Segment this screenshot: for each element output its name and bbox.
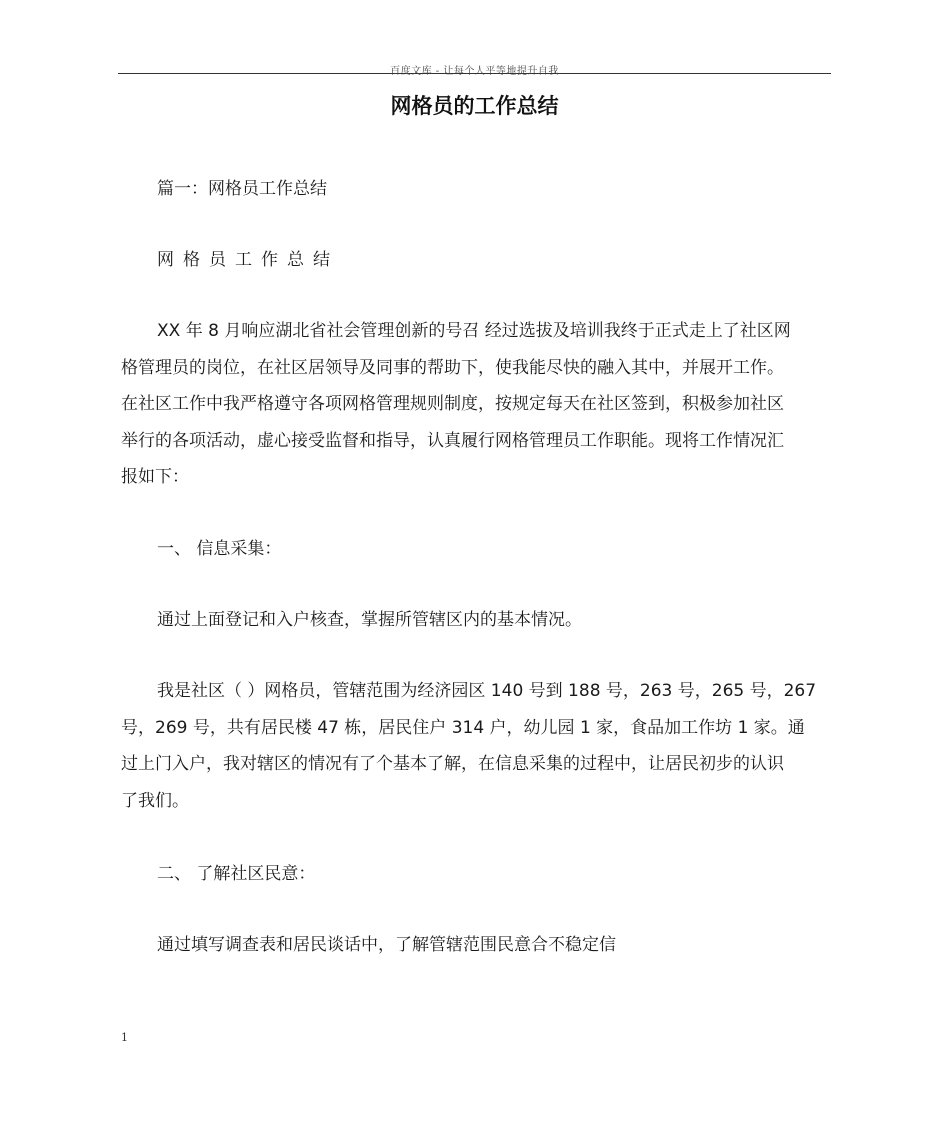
page-number: 1 [121,1031,128,1044]
text-line: 在社区工作中我严格遵守各项网格管理规则制度，按规定每天在社区签到，积极参加社区 [121,394,784,415]
section-one-heading: 篇一：网格员工作总结 [157,179,327,199]
item-one-summary: 通过上面登记和入户核查，掌握所管辖区内的基本情况。 [157,610,582,630]
text-line: 格管理员的岗位，在社区居领导及同事的帮助下，使我能尽快的融入其中，并展开工作。 [121,357,784,378]
text-line: 过上门入户，我对辖区的情况有了个基本了解，在信息采集的过程中，让居民初步的认识 [121,754,784,775]
page-header [118,59,831,77]
text-line: 号，269 号，共有居民楼 47 栋，居民住户 314 户，幼儿园 1 家，食品加工作坊 1 家。通 [121,717,805,738]
item-one-detail-paragraph [121,673,833,819]
item-two-heading: 二、 了解社区民意： [157,864,316,884]
text-line: 我是社区（ ）网格员，管辖范围为经济园区 140 号到 188 号，263 号，265 号，267 [157,681,817,701]
item-one-heading: 一、 信息采集： [157,539,282,559]
text-line: 举行的各项活动，虚心接受监督和指导，认真履行网格管理员工作职能。现将工作情况汇 [121,430,784,451]
intro-paragraph [121,313,833,496]
document-title: 网格员的工作总结 [390,94,559,118]
text-line: 报如下： [121,467,189,488]
document-subtitle: 网格员工作总结 [157,250,339,270]
text-line: XX 年 8 月响应湖北省社会管理创新的号召 经过选拔及培训我终于正式走上了社区网 [157,321,791,341]
text-line: 了我们。 [121,790,189,811]
item-two-summary: 通过填写调查表和居民谈话中，了解管辖范围民意合不稳定信 [157,935,616,955]
header-text: 百度文库 - 让每个人平等地提升自我 [390,66,559,77]
